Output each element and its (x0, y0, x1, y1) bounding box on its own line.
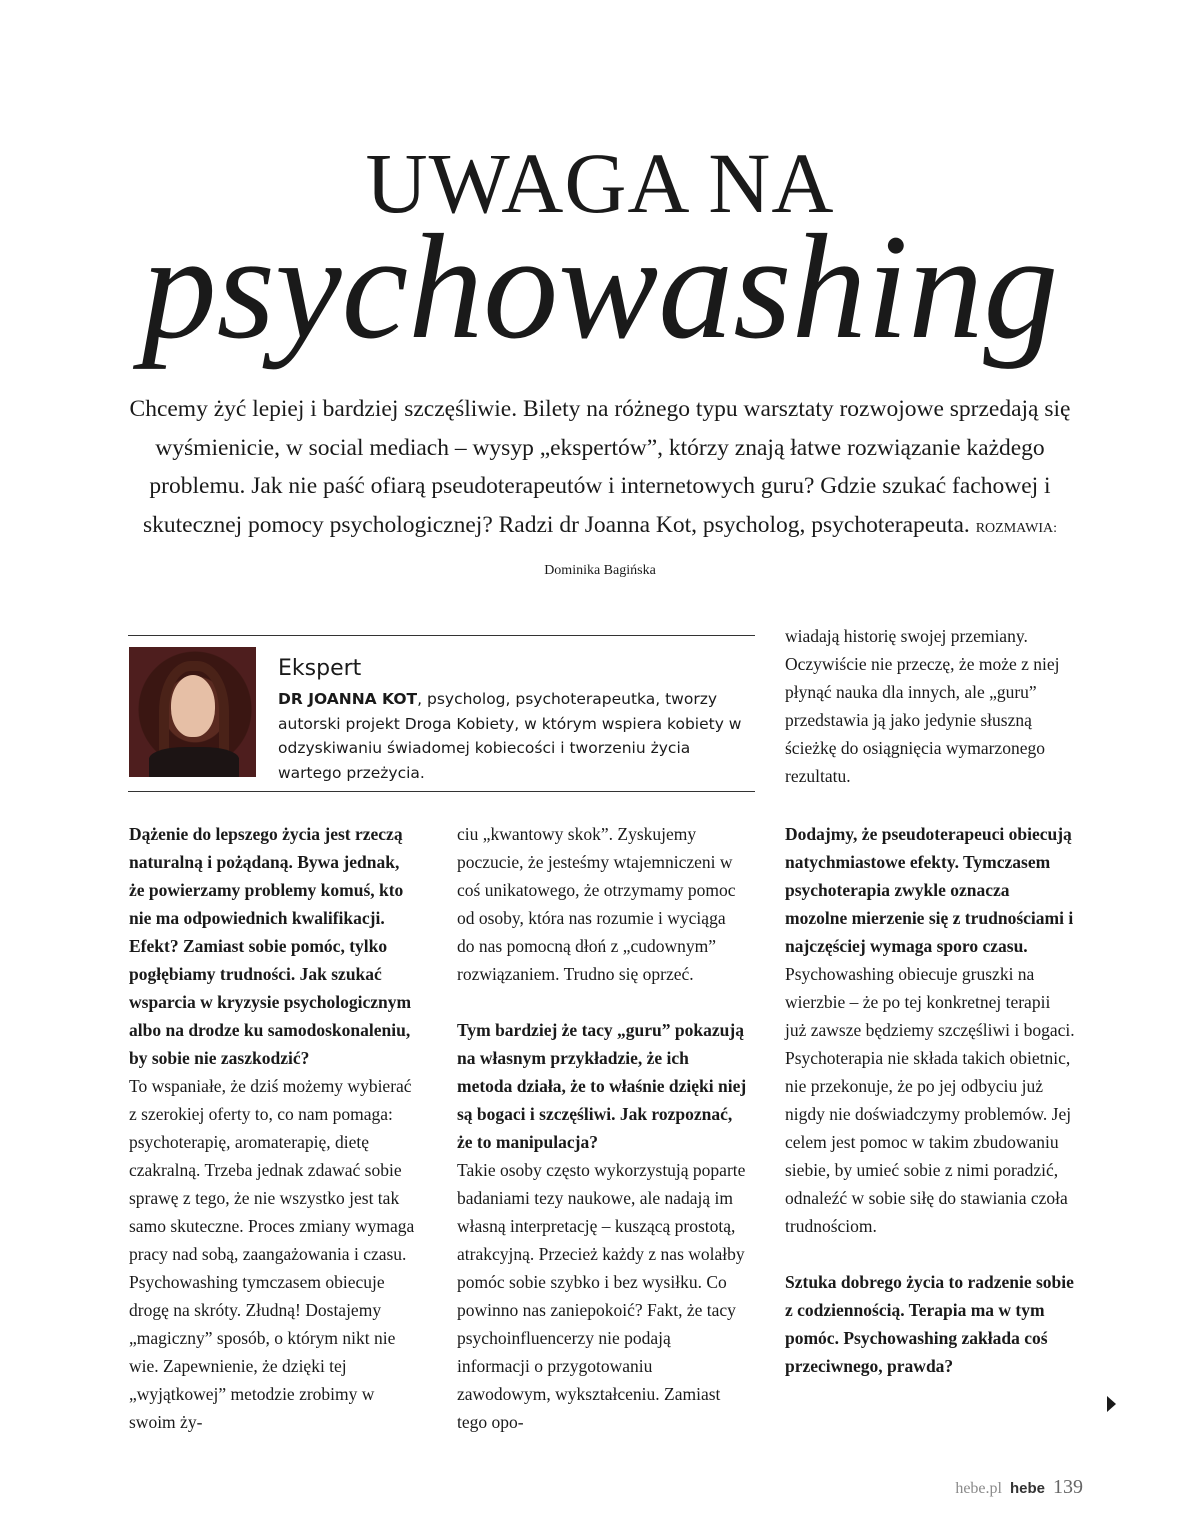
byline-label: ROZMAWIA: (975, 520, 1058, 536)
expert-name: DR JOANNA KOT (278, 690, 418, 708)
answer-3: Psychowashing obiecuje gruszki na wierzbie – że po tej konkretnej terapii już zawsze będziemy szczęśliwi i bogaci. Psychoterapia nie składa takich obietnic, nie przekonuje, że po jej odbyciu już nigdy nie doświadczymy problemów. Jej celem jest pomoc w takim zbudowaniu siebie, by umieć sobie z nimi poradzić, odnaleźć w sobie siłę do stawiania czoła trudnościom. (785, 964, 1075, 1236)
expert-heading: Ekspert (278, 656, 362, 681)
continue-arrow-icon (1107, 1396, 1116, 1412)
answer-1-continued: ciu „kwantowy skok”. Zyskujemy poczucie, że jesteśmy wtajemniczeni w coś unikatowego, że otrzymamy pomoc od osoby, która nas rozumie i wyciąga do nas pomocną dłoń z „cudownym” rozwiązaniem. Trudno się oprzeć. (457, 824, 736, 984)
column-1 (129, 820, 419, 1436)
page-footer (955, 1476, 1083, 1499)
answer-2: Takie osoby często wykorzystują poparte badaniami tezy naukowe, ale nadają im własną interpretację – kuszącą prostotą, atrakcyjną. Przecież każdy z nas wolałby pomóc sobie szybko i bez wysiłku. Co powinno nas zaniepokoić? Fakt, że tacy psychoinfluencerzy nie podają informacji o przygotowaniu zawodowym, wykształceniu. Zamiast tego opo- (457, 1160, 746, 1432)
expert-bio (278, 687, 748, 785)
expert-box (128, 635, 755, 792)
column-3 (785, 820, 1075, 1380)
photo-clothing-shape (149, 747, 239, 777)
answer-2-continued: wiadają historię swojej przemiany. Oczywiście nie przeczę, że może z niej płynąć nauka dla innych, ale „guru” przedstawia ją jako jedynie słuszną ścieżkę do osiągnięcia wymarzonego rezultatu. (785, 626, 1060, 786)
column-3-top (785, 622, 1075, 790)
footer-site: hebe.pl (955, 1480, 1002, 1497)
question-4: Sztuka dobrego życia to radzenie sobie z codziennością. Terapia ma w tym pomóc. Psychowashing zakłada coś przeciwnego, prawda? (785, 1272, 1074, 1376)
column-2 (457, 820, 747, 1436)
lead-text: Chcemy żyć lepiej i bardziej szczęśliwie. Bilety na różnego typu warsztaty rozwojowe sprzedają się wyśmienicie, w social mediach – wysyp „ekspertów”, którzy znają łatwe rozwiązanie każdego problemu. Jak nie paść ofiarą pseudoterapeutów i internetowych guru? Gdzie szukać fachowej i skutecznej pomocy psychologicznej? Radzi dr Joanna Kot, psycholog, psychoterapeuta. (129, 396, 1071, 538)
photo-face-shape (171, 675, 215, 737)
byline-name: Dominika Bagińska (544, 563, 656, 578)
headline-line1: UWAGA NA (365, 135, 835, 231)
expert-photo (129, 647, 256, 777)
footer-brand-logo: hebe (1009, 1480, 1045, 1497)
question-3: Dodajmy, że pseudoterapeuci obiecują natychmiastowe efekty. Tymczasem psychoterapia zwykle oznacza mozolne mierzenie się z trudnościami i najczęściej wymaga sporo czasu. (785, 824, 1074, 956)
headline-line2: psychowashing (141, 204, 1059, 370)
answer-1: To wspaniałe, że dziś możemy wybierać z szerokiej oferty to, co nam pomaga: psychoterapię, aromaterapię, dietę czakralną. Trzeba jednak zdawać sobie sprawę z tego, że nie wszystko jest tak samo skuteczne. Proces zmiany wymaga pracy nad sobą, zaangażowania i czasu. Psychowashing tymczasem obiecuje drogę na skróty. Złudną! Dostajemy „magiczny” sposób, o którym nikt nie wie. Zapewnienie, że dzięki tej „wyjątkowej” metodzie zrobimy w swoim ży- (129, 1076, 415, 1432)
lead-paragraph (120, 390, 1080, 591)
expert-bio-text: , psycholog, psychoterapeutka, tworzy autorski projekt Droga Kobiety, w którym wspiera kobiety w odzyskiwaniu świadomej kobiecości i tworzeniu życia wartego przeżycia. (278, 690, 742, 782)
page-number: 139 (1053, 1476, 1083, 1498)
question-2: Tym bardziej że tacy „guru” pokazują na własnym przykładzie, że ich metoda działa, że to właśnie dzięki niej są bogaci i szczęśliwi. Jak rozpoznać, że to manipulacja? (457, 1020, 747, 1152)
question-1: Dążenie do lepszego życia jest rzeczą naturalną i pożądaną. Bywa jednak, że powierzamy problemy komuś, kto nie ma odpowiednich kwalifikacji. Efekt? Zamiast sobie pomóc, tylko pogłębiamy trudności. Jak szukać wsparcia w kryzysie psychologicznym albo na drodze ku samodoskonaleniu, by sobie nie zaszkodzić? (129, 824, 412, 1068)
